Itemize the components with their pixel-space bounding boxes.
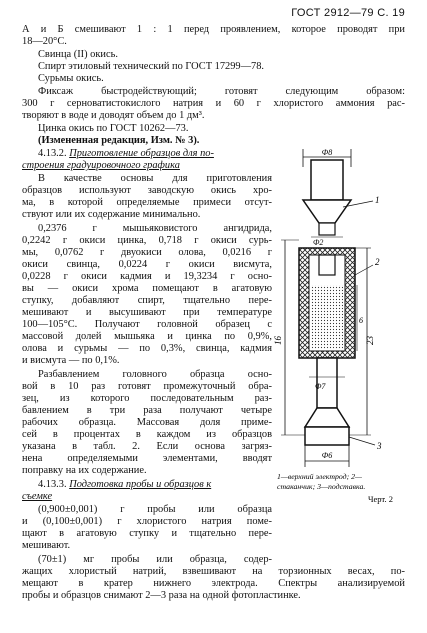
body-line: ма, в которой определяемые примеси отсут- [22,197,272,208]
body-line: вы — окиси хрома помещают в агатовую [22,283,272,294]
body-line: бавлением в три раза получают четыре [22,405,272,416]
body-line: поправку на их содержание. [22,465,147,476]
reagent-line: Сурьмы окись. [38,73,104,84]
support-base [305,427,349,445]
label-3: 3 [377,441,382,451]
label-6: 6 [359,316,363,325]
final-line: мещают в кратер нижнего электрода. Спектры анализируемой [22,578,405,589]
fixer-line: творяют в воде и доводят объем до 1 дм³. [22,110,205,121]
reagent-line: Спирт этиловый технический по ГОСТ 17299—78. [38,61,265,72]
section-title-cont: строения градуировочного графика [22,160,180,171]
section-heading-4-13-2 [38,148,274,160]
prep-line: мешивают. [22,540,71,551]
final-line: жащих хлористый натрий, взвешивают на торзионных весах, по- [22,566,405,577]
section-title: Подготовка пробы и образцов к [69,479,212,490]
section-title-cont: съемке [22,491,53,502]
figure-number: Черт. 2 [367,494,393,504]
label-phi8: Ф8 [321,148,333,157]
section-number: 4.13.3. [38,479,67,490]
body-line: и висмута — по 0,1%. [22,355,120,366]
body-line: зец, из которого последовательным раз- [22,393,272,404]
upper-electrode-tip [319,223,335,235]
body-line: 0,2242 г окиси цинка, 0,718 г окиси сурь- [22,235,272,246]
label-phi7: Ф7 [315,382,326,391]
body-line: образцов используют заводскую окись хро- [22,185,272,196]
label-23: 23 [365,336,375,345]
sample-powder [311,285,343,349]
label-16: 16 [273,336,283,345]
support-flare [305,408,349,427]
body-line: мы, 0,0762 г двуокиси олова, 0,0216 г [22,247,272,258]
body-line: указана в табл. 2. Если основа загряз- [22,441,272,452]
prep-line: и (0,100±0,001) г хлористого натрия поме- [22,516,272,527]
final-line: пробы и образцов снимают 2—3 раза на одной фотопластинке. [22,590,301,601]
body-line: 0,0228 г окиси кадмия и 19,3234 г осно- [22,271,272,282]
text-line: А и Б смешивают 1 : 1 перед проявлением, которое проводят при [22,24,405,35]
dimension-phi6 [305,445,349,467]
fixer-line: Фиксаж быстродействующий; готовят следующим образом: [38,86,405,97]
section-title: Приготовление образцов для по- [69,148,214,159]
body-line: сей в процентах в каждом из образцов [22,429,272,440]
text-line: 18—20°С. [22,36,67,47]
body-line: массовой долей мышьяка и цинка по 0,9%, [22,331,272,342]
body-line: рабочих образца. Массовая доля приме- [22,417,272,428]
caption-line: стаканчик; 3—подставка. [277,482,366,491]
prep-line: (0,900±0,001) г пробы или образца [38,504,272,515]
page-header: ГОСТ 2912—79 С. 19 [291,7,405,19]
reagent-line: Свинца (II) окись. [38,49,118,60]
body-line: Разбавлением головного образца осно- [38,369,272,380]
body-line: нена определяемыми элементами, вводят [22,453,272,464]
label-phi6: Ф6 [321,451,333,460]
electrode-drawing [275,145,425,545]
revision-note: (Измененная редакция, Изм. № 3). [38,135,200,146]
body-line: 0,2376 г мышьяковистого ангидрида, [38,223,272,234]
section-heading-4-13-3 [38,479,272,491]
body-line: ступку, добавляют спирт, тщательно пере- [22,295,272,306]
label-phi2: Ф2 [313,238,324,247]
upper-electrode-rod [311,160,343,200]
zinc-line: Цинка окись по ГОСТ 10262—73. [38,123,189,134]
section-number: 4.13.2. [38,148,67,159]
caption-line: 1—верхний электрод; 2— [277,472,362,481]
fixer-line: 300 г серноватистокислого натрия и 60 г хлористого аммония рас- [22,98,405,109]
upper-electrode-taper [303,200,351,223]
prep-line: щают в агатовую ступку и тщательно пере- [22,528,272,539]
label-2: 2 [375,257,380,267]
dimension-6 [357,285,363,351]
body-line: мешивают и высушивают при температуре [22,307,272,318]
electrode-tip-in-cup [319,255,335,275]
body-line: олова и сурьмы — по 0,3%, свинца, кадмия [22,343,272,354]
label-1: 1 [375,195,380,205]
body-line: окиси свинца, 0,0224 г окиси висмута, [22,259,272,270]
body-line: вой в 10 раз готовят промежуточный обра- [22,381,272,392]
dimension-phi2 [311,237,343,247]
final-line: (70±1) мг пробы или образца, содер- [38,554,272,565]
body-line: В качестве основы для приготовления [38,173,272,184]
body-line: 100—105°С. Получают головной образец с [22,319,272,330]
body-line: ствуют или их содержание минимально. [22,209,201,220]
